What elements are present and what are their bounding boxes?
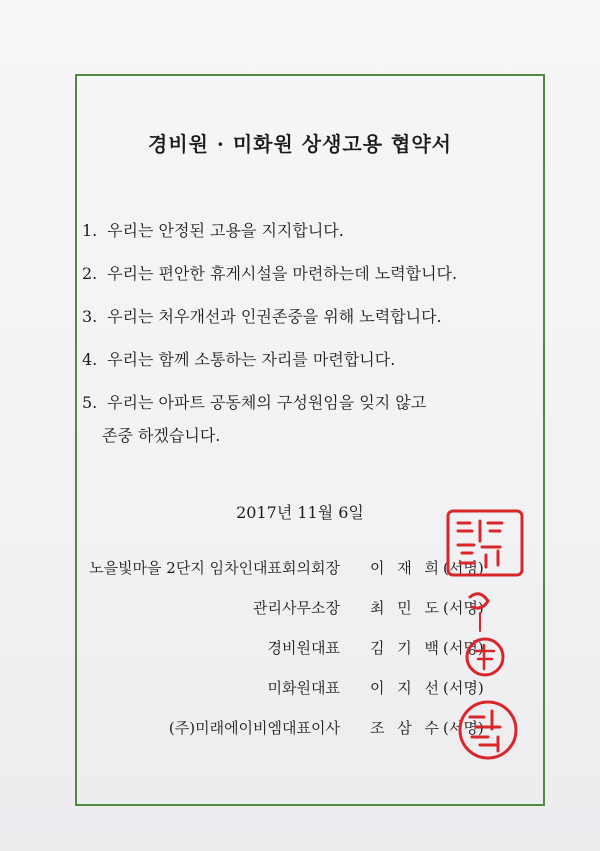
clause-number: 2. [82, 264, 98, 283]
signature-label: (서명) [443, 719, 484, 737]
signature-label: (서명) [443, 639, 484, 657]
signatory-name: 조 삼 수 [370, 719, 444, 737]
signatory-name: 최 민 도 [370, 599, 444, 617]
signatory-role: 노을빛마을 2단지 임차인대표회의회장 [89, 559, 340, 577]
signature-label: (서명) [443, 599, 484, 617]
clause-text: 우리는 편안한 휴게시설을 마련하는데 노력합니다. [107, 264, 458, 283]
clause-text: 우리는 안정된 고용을 지지합니다. [107, 221, 344, 240]
clause-5-continuation: 존중 하겠습니다. [102, 426, 221, 445]
company-seal [460, 702, 516, 758]
square-seal [448, 511, 522, 575]
clause-text: 우리는 함께 소통하는 자리를 마련합니다. [107, 350, 396, 369]
agreement-date: 2017년 11월 6일 [236, 503, 364, 522]
clause-2 [82, 261, 457, 284]
clause-5 [82, 390, 426, 413]
document-title: 경비원 · 미화원 상생고용 협약서 [148, 132, 452, 156]
signatory-name: 이 재 희 [370, 559, 444, 577]
seal-stamps [440, 505, 530, 765]
clause-4 [82, 347, 395, 370]
signature-scribble [470, 594, 488, 631]
clause-1 [82, 218, 344, 241]
clause-text: 우리는 처우개선과 인권존중을 위해 노력합니다. [107, 307, 442, 326]
clause-number: 5. [82, 393, 98, 412]
clause-number: 3. [82, 307, 98, 326]
signatory-name: 김 기 백 [370, 639, 444, 657]
signature-label: (서명) [443, 559, 484, 577]
clause-3 [82, 304, 442, 327]
signatory-role: 관리사무소장 [253, 599, 340, 617]
round-seal [467, 639, 503, 675]
signatory-role: 경비원대표 [267, 639, 340, 657]
clause-number: 4. [82, 350, 98, 369]
signatory-role: (주)미래에이비엠대표이사 [168, 719, 340, 737]
signature-label: (서명) [443, 679, 484, 697]
clause-text: 우리는 아파트 공동체의 구성원임을 잊지 않고 [107, 393, 427, 412]
clause-number: 1. [82, 221, 98, 240]
signatory-name: 이 지 선 [370, 679, 444, 697]
signatory-role: 미화원대표 [267, 679, 340, 697]
